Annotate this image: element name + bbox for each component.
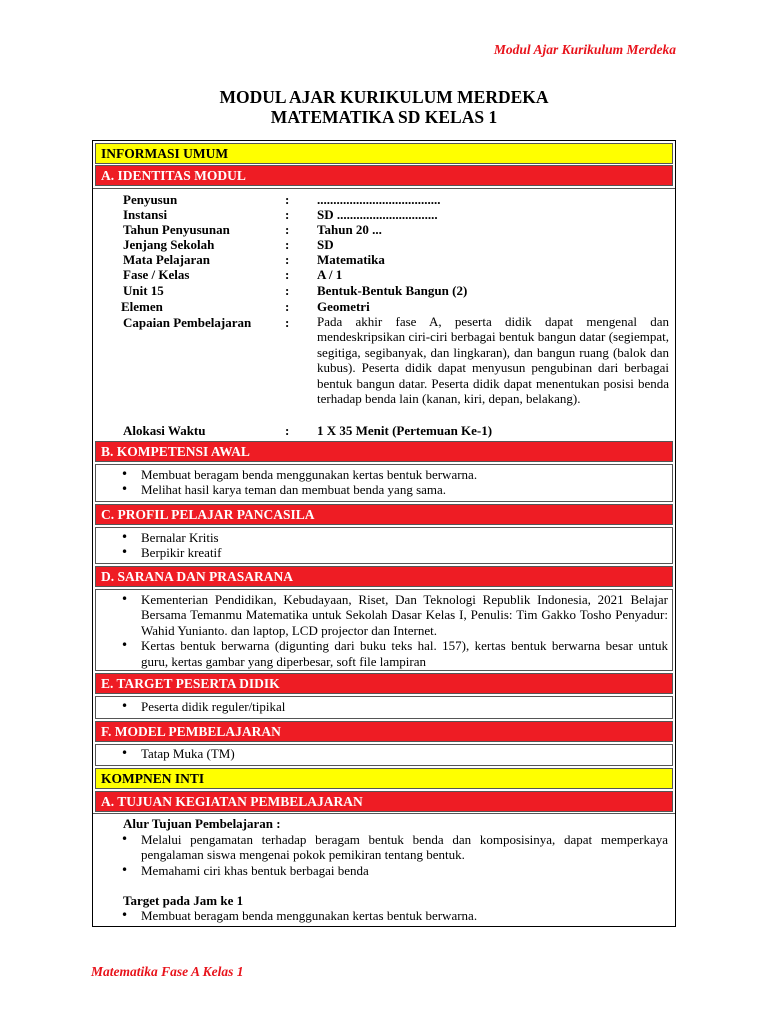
sarana-list bbox=[113, 592, 668, 669]
section-identitas-modul: A. IDENTITAS MODUL bbox=[95, 165, 673, 186]
list-item: • Melalui pengamatan terhadap beragam bentuk benda dan komposisinya, dapat memperkaya pengalaman siswa mengenai pokok pemikiran tentang bentuk. bbox=[113, 832, 668, 863]
section-komponen-inti: KOMPNEN INTI bbox=[95, 768, 673, 789]
identity-colon: : bbox=[285, 192, 290, 207]
identity-colon: : bbox=[285, 423, 290, 438]
kompetensi-awal-list bbox=[113, 467, 668, 498]
identity-label: Elemen bbox=[121, 299, 163, 314]
section-kompetensi-awal: B. KOMPETENSI AWAL bbox=[95, 441, 673, 462]
list-item: • Membuat beragam benda menggunakan kertas bentuk berwarna. bbox=[113, 908, 668, 923]
target-jam-list bbox=[113, 908, 668, 923]
target-jam-label: Target pada Jam ke 1 bbox=[123, 893, 244, 908]
separator bbox=[93, 188, 675, 189]
identity-label: Instansi bbox=[123, 207, 168, 222]
list-item: • Berpikir kreatif bbox=[113, 545, 668, 560]
list-item: • Kementerian Pendidikan, Kebudayaan, Riset, Dan Teknologi Republik Indonesia, 2021 Belajar Bersama Temanmu Matematika untuk Sekolah Dasar Kelas I, Penulis: Tim Gakko Tosho Penyadur: Wahid Yunianto. dan laptop, LCD projector dan Internet. bbox=[113, 592, 668, 638]
list-item: • Melihat hasil karya teman dan membuat benda yang sama. bbox=[113, 482, 668, 497]
section-informasi-umum: INFORMASI UMUM bbox=[95, 143, 673, 164]
identity-value: Geometri bbox=[317, 299, 370, 314]
running-footer: Matematika Fase A Kelas 1 bbox=[91, 964, 244, 979]
list-item: • Peserta didik reguler/tipikal bbox=[113, 699, 668, 714]
identity-value: Matematika bbox=[317, 252, 385, 267]
identity-colon: : bbox=[285, 222, 290, 237]
module-table bbox=[92, 140, 676, 927]
identity-value: A / 1 bbox=[317, 267, 343, 282]
alur-tujuan-list bbox=[113, 832, 668, 878]
identity-value: Tahun 20 ... bbox=[317, 222, 382, 237]
identity-colon: : bbox=[285, 252, 290, 267]
capaian-pembelajaran-text: Pada akhir fase A, peserta didik dapat mengenal dan mendeskripsikan ciri-ciri berbagai bentuk bangun datar (segiempat, segitiga, segibanyak, dan lingkaran), dan bangun ruang (balok dan kubus). Peserta didik dapat menyusun pengubinan dari berbagai bentuk bangun datar. Peserta didik dapat menentukan posisi benda terhadap benda lain (kanan, kiri, depan, belakang). bbox=[317, 314, 669, 407]
list-item: • Memahami ciri khas bentuk berbagai benda bbox=[113, 863, 668, 878]
identity-label: Fase / Kelas bbox=[123, 267, 190, 282]
model-list bbox=[113, 746, 668, 761]
identity-colon: : bbox=[285, 315, 290, 330]
list-item: • Bernalar Kritis bbox=[113, 530, 668, 545]
identity-value: SD bbox=[317, 237, 334, 252]
identity-label: Penyusun bbox=[123, 192, 178, 207]
separator bbox=[93, 813, 675, 814]
identity-label: Tahun Penyusunan bbox=[123, 222, 230, 237]
section-model-pembelajaran: F. MODEL PEMBELAJARAN bbox=[95, 721, 673, 742]
identity-label: Unit 15 bbox=[123, 283, 164, 298]
identity-colon: : bbox=[285, 283, 290, 298]
identity-colon: : bbox=[285, 237, 290, 252]
section-target-peserta: E. TARGET PESERTA DIDIK bbox=[95, 673, 673, 694]
identity-value: 1 X 35 Menit (Pertemuan Ke-1) bbox=[317, 423, 493, 438]
document-title bbox=[0, 87, 768, 127]
list-item: • Tatap Muka (TM) bbox=[113, 746, 668, 761]
title-line-2: MATEMATIKA SD KELAS 1 bbox=[270, 107, 498, 127]
profil-list bbox=[113, 530, 668, 561]
running-header: Modul Ajar Kurikulum Merdeka bbox=[493, 42, 676, 57]
identity-value: SD ............................... bbox=[317, 207, 438, 222]
alur-tujuan-label: Alur Tujuan Pembelajaran : bbox=[123, 816, 281, 831]
list-item: • Membuat beragam benda menggunakan kertas bentuk berwarna. bbox=[113, 467, 668, 482]
identity-colon: : bbox=[285, 207, 290, 222]
identity-value: Bentuk-Bentuk Bangun (2) bbox=[317, 283, 468, 298]
identity-colon: : bbox=[285, 299, 290, 314]
identity-colon: : bbox=[285, 267, 290, 282]
identity-value: ...................................... bbox=[317, 192, 441, 207]
identity-label: Capaian Pembelajaran bbox=[123, 315, 252, 330]
section-tujuan-kegiatan: A. TUJUAN KEGIATAN PEMBELAJARAN bbox=[95, 791, 673, 812]
title-line-1: MODUL AJAR KURIKULUM MERDEKA bbox=[219, 87, 549, 107]
list-item: • Kertas bentuk berwarna (digunting dari buku teks hal. 157), kertas bentuk berwarna besar untuk guru, kertas gambar yang diperbesar, soft file lampiran bbox=[113, 638, 668, 669]
identity-label: Jenjang Sekolah bbox=[123, 237, 215, 252]
identity-label: Mata Pelajaran bbox=[123, 252, 211, 267]
target-list bbox=[113, 699, 668, 714]
identity-label: Alokasi Waktu bbox=[123, 423, 206, 438]
section-profil-pelajar: C. PROFIL PELAJAR PANCASILA bbox=[95, 504, 673, 525]
section-sarana-prasarana: D. SARANA DAN PRASARANA bbox=[95, 566, 673, 587]
